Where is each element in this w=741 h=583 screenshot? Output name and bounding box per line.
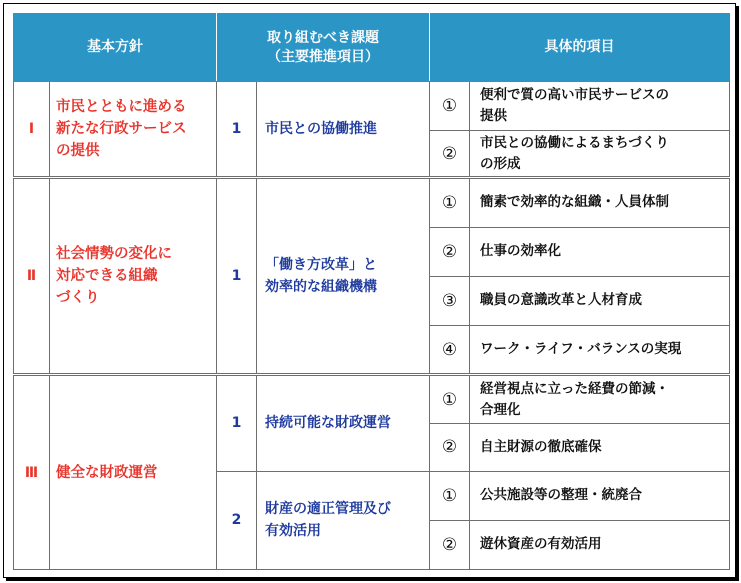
issue-line: 市民との協働推進: [265, 121, 377, 138]
header-issues-line1: 取り組むべき課題: [267, 29, 379, 46]
item-text: [470, 424, 730, 471]
issue-line: 効率的な組織機構: [265, 279, 377, 296]
table-row: [14, 82, 730, 131]
policy-roman: Ⅲ: [14, 375, 50, 570]
item-line: 簡素で効率的な組織・人員体制: [480, 194, 669, 211]
issue-text: [257, 471, 430, 569]
table-row: [14, 375, 730, 424]
policy-line: 市民とともに進める: [56, 99, 187, 116]
header-issues: [217, 14, 430, 82]
issue-line: 財産の適正管理及び: [265, 501, 391, 518]
item-mark: ②: [430, 424, 470, 471]
issue-text: [257, 375, 430, 471]
issue-line: 有効活用: [265, 523, 321, 540]
policy-text: [50, 82, 217, 178]
item-mark: ①: [430, 375, 470, 424]
issue-number: 2: [217, 471, 257, 569]
policy-line: づくり: [56, 290, 100, 307]
policy-line: の提供: [56, 143, 100, 160]
item-line: ワーク・ライフ・バランスの実現: [480, 341, 682, 358]
policy-text: [50, 178, 217, 375]
policy-roman: Ⅰ: [14, 82, 50, 178]
policy-line: 対応できる組織: [56, 268, 158, 285]
item-line: 職員の意識改革と人材育成: [480, 292, 642, 309]
header-issues-line2: （主要推進項目）: [267, 48, 379, 65]
item-mark: ①: [430, 471, 470, 520]
item-line: 仕事の効率化: [480, 243, 561, 260]
item-text: [470, 131, 730, 178]
policy-line: 社会情勢の変化に: [56, 246, 172, 263]
item-mark: ④: [430, 325, 470, 374]
policy-line: 健全な財政運営: [56, 464, 158, 481]
issue-text: [257, 82, 430, 178]
item-text: [470, 276, 730, 325]
item-mark: ②: [430, 227, 470, 276]
header-items: 具体的項目: [430, 14, 730, 82]
item-line: 便利で質の高い市民サービスの: [480, 87, 669, 104]
policy-line: 新たな行政サービス: [56, 121, 187, 138]
issue-line: 「働き方改革」と: [265, 257, 377, 274]
item-text: [470, 375, 730, 424]
item-line: 遊休資産の有効活用: [480, 536, 602, 553]
issue-number: 1: [217, 82, 257, 178]
item-mark: ②: [430, 131, 470, 178]
item-text: [470, 325, 730, 374]
issue-line: 持続可能な財政運営: [265, 415, 391, 432]
issue-number: 1: [217, 178, 257, 375]
issue-text: [257, 178, 430, 375]
issue-number: 1: [217, 375, 257, 471]
header-basic-policy: 基本方針: [14, 14, 217, 82]
item-line: 公共施設等の整理・統廃合: [480, 487, 642, 504]
item-mark: ②: [430, 520, 470, 569]
policy-table: [13, 13, 730, 570]
item-mark: ①: [430, 82, 470, 131]
item-line: 経営視点に立った経費の節減・: [480, 380, 669, 397]
item-text: [470, 178, 730, 227]
table-row: [14, 178, 730, 227]
item-text: [470, 520, 730, 569]
item-line: の形成: [480, 155, 521, 172]
policy-text: [50, 375, 217, 570]
item-line: 提供: [480, 108, 507, 125]
item-text: [470, 227, 730, 276]
item-line: 合理化: [480, 401, 521, 418]
item-line: 自主財源の徹底確保: [480, 438, 602, 455]
policy-roman: Ⅱ: [14, 178, 50, 375]
item-line: 市民との協働によるまちづくり: [480, 134, 669, 151]
item-text: [470, 471, 730, 520]
item-mark: ①: [430, 178, 470, 227]
item-text: [470, 82, 730, 131]
item-mark: ③: [430, 276, 470, 325]
